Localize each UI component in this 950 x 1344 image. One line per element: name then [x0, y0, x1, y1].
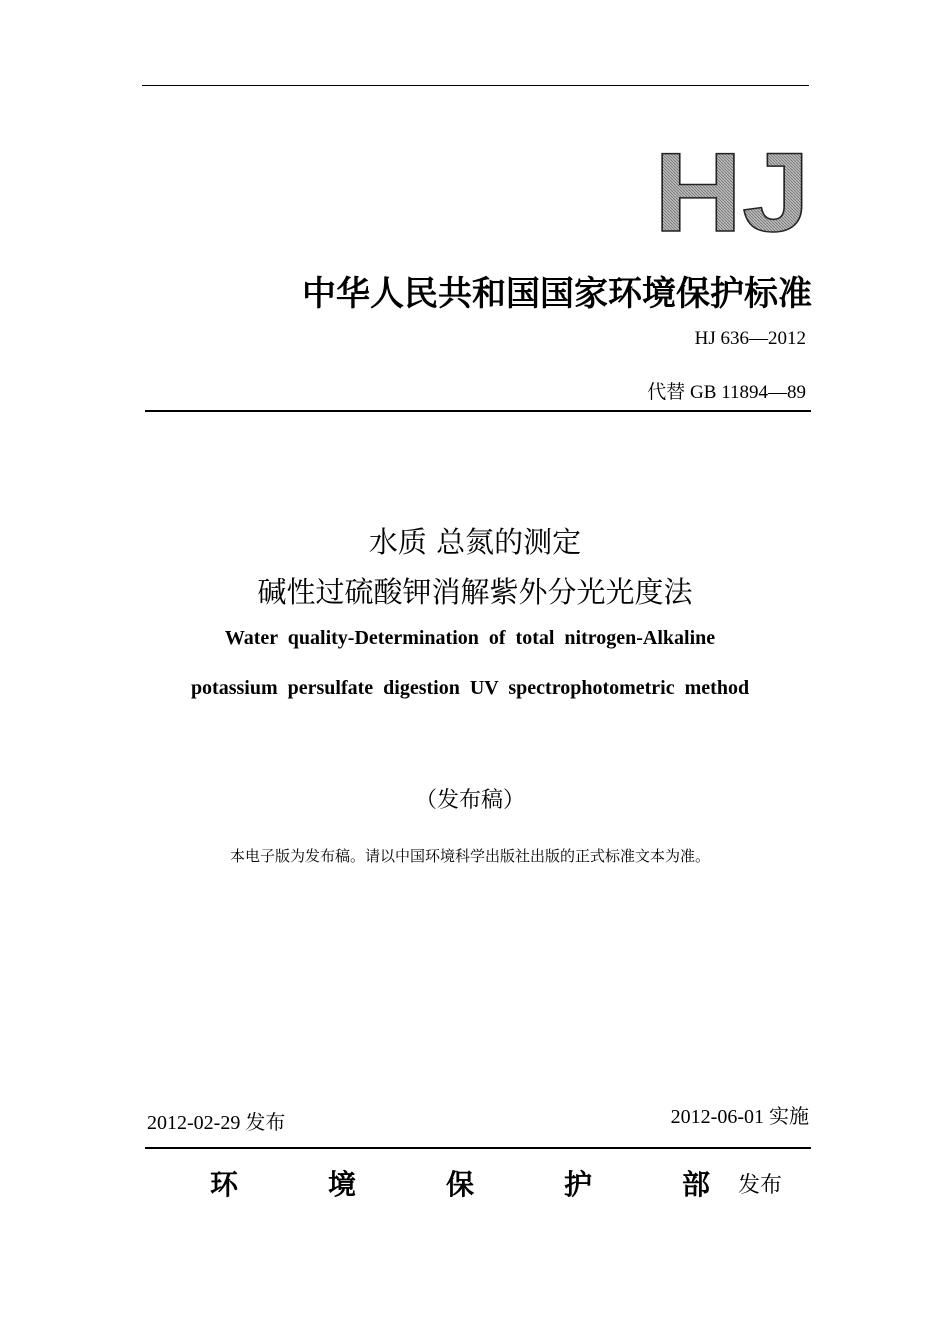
- publisher-char: 护: [563, 1168, 592, 1201]
- publisher-char: 境: [327, 1168, 356, 1201]
- publisher-char: 环: [210, 1168, 239, 1201]
- title-cn-line2: 碱性过硫酸钾消解紫外分光光度法: [257, 575, 693, 609]
- draft-note: 本电子版为发布稿。请以中国环境科学出版社出版的正式标准文本为准。: [229, 847, 710, 865]
- replaces-standard: 代替 GB 11894—89: [647, 382, 806, 403]
- title-en-line1: Water quality-Determination of total nitrogen-Alkaline: [224, 627, 716, 649]
- footer-rule: [145, 1147, 811, 1149]
- title-en-line2: potassium persulfate digestion UV spectrophotometric method: [190, 677, 750, 699]
- effective-date: 2012-06-01 实施: [670, 1106, 809, 1128]
- header-rule: [145, 410, 811, 412]
- draft-label: （发布稿）: [414, 788, 525, 813]
- issue-date: 2012-02-29 发布: [147, 1112, 286, 1134]
- publisher-suffix: 发布: [738, 1173, 783, 1198]
- top-rule: [142, 85, 809, 86]
- hj-logo-text: HJ: [654, 147, 810, 237]
- publisher: [210, 1163, 710, 1203]
- title-cn-line1: 水质 总氮的测定: [368, 525, 582, 559]
- standard-number: HJ 636—2012: [694, 328, 806, 349]
- publisher-char: 部: [681, 1168, 710, 1201]
- standard-title: 中华人民共和国国家环境保护标准: [302, 274, 812, 314]
- hj-logo: [652, 147, 812, 237]
- publisher-char: 保: [445, 1168, 474, 1201]
